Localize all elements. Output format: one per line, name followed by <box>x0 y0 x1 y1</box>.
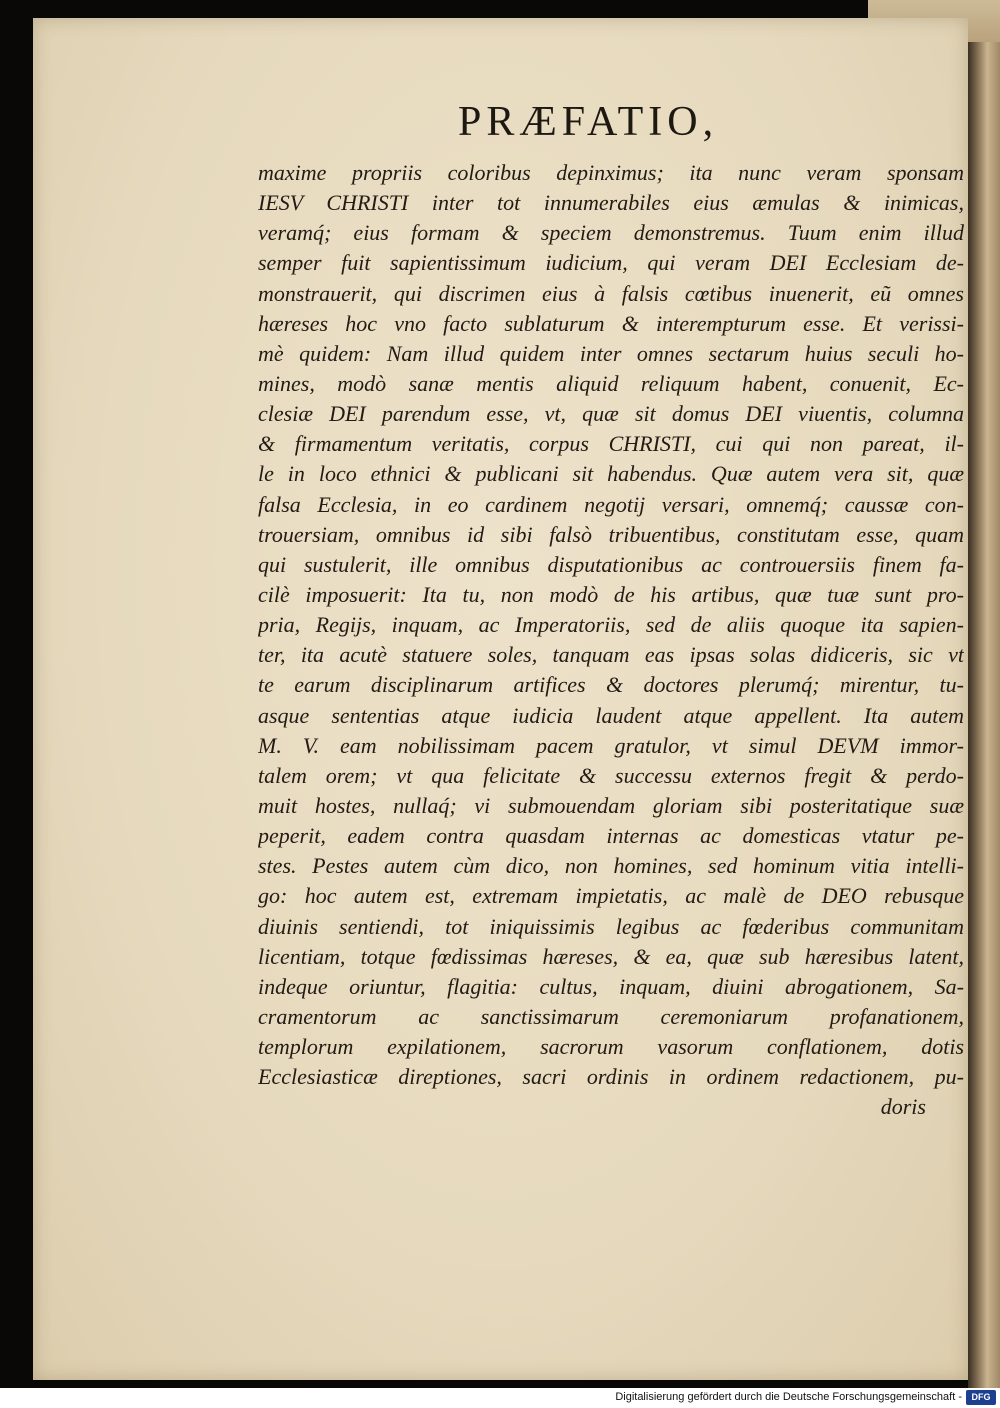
text-line: cramentorum ac sanctissimarum ceremoniarum profanationem, <box>258 1003 964 1029</box>
text-line: mè quidem: Nam illud quidem inter omnes sectarum huius seculi ho- <box>258 340 964 366</box>
text-line: ter, ita acutè statuere soles, tanquam eas ipsas solas didiceris, sic vt <box>258 642 964 668</box>
page-header: PRÆFATIO, <box>458 99 719 145</box>
text-line: licentiam, totque fœdissimas hæreses, & ea, quæ sub hæresibus latent, <box>258 943 964 969</box>
text-line: go: hoc autem est, extremam impietatis, ac malè de DEO rebusque <box>258 883 964 909</box>
text-line: peperit, eadem contra quasdam internas ac domesticas vtatur pe- <box>258 823 964 849</box>
adjacent-page-edge <box>968 0 1000 1388</box>
text-line: Ecclesiasticæ direptiones, sacri ordinis in ordinem redactionem, pu- <box>258 1064 964 1090</box>
text-line: asque sententias atque iudicia laudent atque appellent. Ita autem <box>258 702 964 728</box>
catchword: doris <box>880 1094 926 1120</box>
text-line: trouersiam, omnibus id sibi falsò tribuentibus, constitutam esse, quam <box>258 521 964 547</box>
text-line: hæreses hoc vno facto sublaturum & interempturum esse. Et verissi- <box>258 310 964 336</box>
text-line: templorum expilationem, sacrorum vasorum conflationem, dotis <box>258 1034 964 1060</box>
text-line: te earum disciplinarum artifices & doctores plerumq́; mirentur, tu- <box>258 672 964 698</box>
text-line: semper fuit sapientissimum iudicium, qui veram DEI Ecclesiam de- <box>258 250 964 276</box>
text-line: IESV CHRISTI inter tot innumerabiles eius æmulas & inimicas, <box>258 190 964 216</box>
text-line: monstrauerit, qui discrimen eius à falsis cœtibus inuenerit, eũ omnes <box>258 280 964 306</box>
text-line: diuinis sentiendi, tot iniquissimis legibus ac fœderibus communitam <box>258 913 964 939</box>
text-line: talem orem; vt qua felicitate & successu externos fregit & perdo- <box>258 762 964 788</box>
text-line: stes. Pestes autem cùm dico, non homines, sed hominum vitia intelli- <box>258 853 964 879</box>
text-line: clesiæ DEI parendum esse, vt, quæ sit domus DEI viuentis, columna <box>258 401 964 427</box>
text-line: M. V. eam nobilissimam pacem gratulor, vt simul DEVM immor- <box>258 732 964 758</box>
text-line: mines, modò sanæ mentis aliquid reliquum habent, conuenit, Ec- <box>258 370 964 396</box>
text-line: & firmamentum veritatis, corpus CHRISTI, cui qui non pareat, il- <box>258 431 964 457</box>
text-line: falsa Ecclesia, in eo cardinem negotij versari, omnemq́; caussæ con- <box>258 491 964 517</box>
body-text <box>258 158 964 1123</box>
text-line: muit hostes, nullaq́; vi submouendam gloriam sibi posteritatique suæ <box>258 792 964 818</box>
text-line: cilè imposuerit: Ita tu, non modò de his artibus, quæ tuæ sunt pro- <box>258 581 964 607</box>
text-line: pria, Regijs, inquam, ac Imperatoriis, sed de aliis quoque ita sapien- <box>258 612 964 638</box>
text-line: veramq́; eius formam & speciem demonstremus. Tuum enim illud <box>258 220 964 246</box>
funding-credit: Digitalisierung gefördert durch die Deutsche Forschungsgemeinschaft - <box>615 1391 962 1403</box>
text-line: maxime propriis coloribus depinximus; ita nunc veram sponsam <box>258 160 964 185</box>
text-line: indeque oriuntur, flagitia: cultus, inquam, diuini abrogationem, Sa- <box>258 973 964 999</box>
dfg-logo[interactable]: DFG <box>966 1390 996 1405</box>
text-line: qui sustulerit, ille omnibus disputationibus ac controuersiis finem fa- <box>258 551 964 577</box>
text-line: le in loco ethnici & publicani sit habendus. Quæ autem vera sit, quæ <box>258 461 964 487</box>
